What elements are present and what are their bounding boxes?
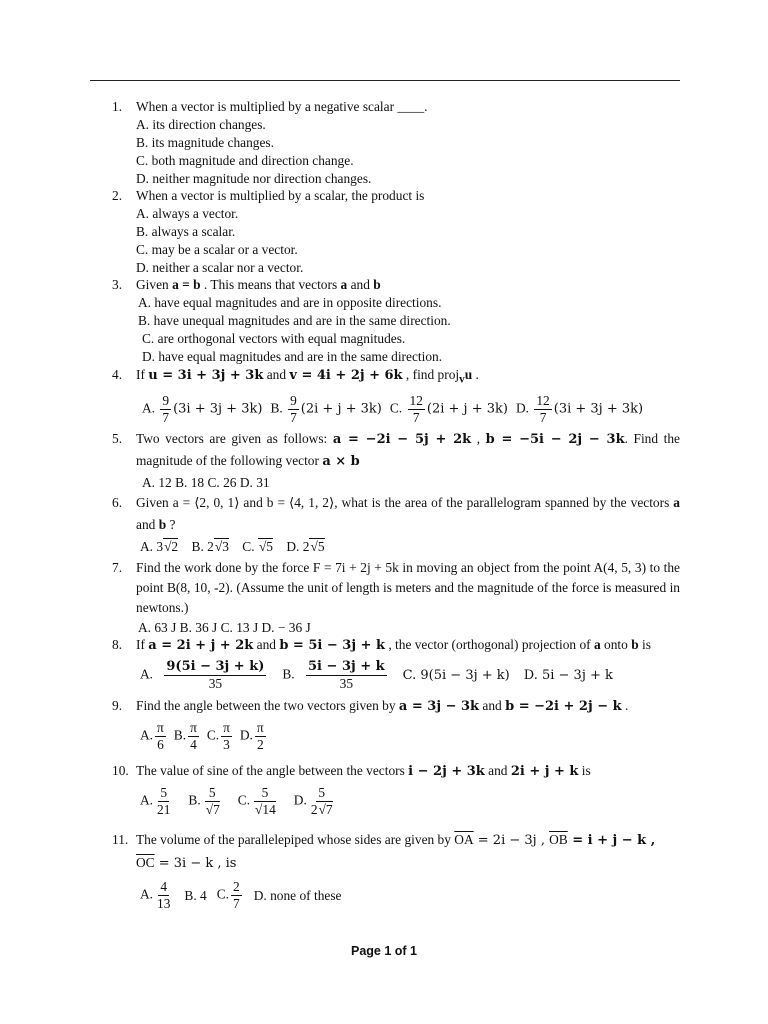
question-stem: The value of sine of the angle between the vectors i − 2j + 3k and 2i + j + k is [136, 763, 591, 779]
option-c: C. may be a scalar or a vector. [136, 242, 298, 257]
options-row [136, 536, 680, 558]
option-b: B. $\frac{5}{√7}$ [188, 785, 220, 817]
question-stem: The volume of the parallelepiped whose sides are given by $\overline{OA} = 2i - 3j$ , $\overline{OB} = i + j - k$ , $\overline{OC} = 3i - k$ , is [136, 832, 656, 871]
question-number: 9. [112, 698, 123, 713]
question-1 [112, 98, 680, 188]
option-c: C. are orthogonal vectors with equal magnitudes. [142, 331, 406, 346]
question-number: 6. [112, 495, 123, 510]
option-b: B. 2√3 [191, 539, 229, 554]
question-number: 11. [112, 832, 129, 847]
option-c: C. $\frac{5}{√14}$ [237, 785, 276, 817]
question-number: 7. [112, 560, 123, 575]
option-a: A. $\frac{\pi}{6}$ [140, 720, 164, 752]
question-5 [112, 428, 680, 493]
option-b: B. $\frac{9}{7}$ (2i + j + 3k) [270, 392, 382, 425]
question-stem: Find the angle between the two vectors given by a = 3j − 3k and b = −2i + 2j − k . [136, 698, 629, 714]
question-number: 8. [112, 637, 123, 652]
option-a: A. $\frac{9(5i - 3j + k)}{35}$ [140, 659, 265, 691]
question-10 [112, 762, 680, 818]
options-row: A. 63 J B. 36 J C. 13 J D. − 36 J [138, 620, 311, 635]
option-a: A. have equal magnitudes and are in opposite directions. [138, 295, 442, 310]
option-b: B. $\frac{\pi}{4}$ [173, 720, 197, 752]
question-number: 5. [112, 431, 123, 446]
options-row: A. 12 B. 18 C. 26 D. 31 [142, 475, 270, 490]
option-a: A. always a vector. [136, 206, 239, 221]
options-row [142, 393, 680, 426]
option-c: C. $\frac{2}{7}$ [216, 879, 240, 911]
option-d: D. have equal magnitudes and are in the same direction. [142, 349, 443, 364]
question-stem: When a vector is multiplied by a scalar, the product is [136, 188, 425, 203]
question-stem: If u = 3i + 3j + 3k and v = 4i + 2j + 6k , find proj$_v$u . [136, 367, 479, 386]
option-a: A. $\frac{4}{13}$ [140, 879, 171, 911]
option-c: C. √5 [242, 539, 273, 554]
question-6 [112, 492, 680, 558]
options-row [140, 720, 680, 753]
option-c: C. $\frac{12}{7}$ (2i + j + 3k) [389, 392, 508, 425]
options-row [140, 879, 680, 912]
question-7 [112, 558, 680, 638]
option-d: D. $\frac{12}{7}$ (3i + 3j + 3k) [515, 392, 644, 425]
question-stem: Two vectors are given as follows: a = −2i − 5j + 2k , b = −5i − 2j − 3k. Find the magnitude of the following vector a × b [136, 431, 681, 469]
question-number: 1. [112, 99, 123, 114]
question-stem: Given a = ⟨2, 0, 1⟩ and b = ⟨4, 1, 2⟩, what is the area of the parallelogram spanned by the vectors a and b ? [136, 495, 680, 532]
option-d: D. 5i − 3j + k [523, 667, 613, 683]
question-number: 3. [112, 277, 123, 292]
question-number: 4. [112, 367, 123, 382]
question-2 [112, 187, 680, 277]
option-d: D. $\frac{\pi}{2}$ [239, 720, 264, 752]
option-b: B. its magnitude changes. [136, 135, 274, 150]
option-a: A. 3√2 [140, 539, 179, 554]
option-a: A. $\frac{5}{21}$ [140, 785, 171, 817]
question-number: 10. [112, 763, 129, 778]
option-c: C. 9(5i − 3j + k) [402, 667, 510, 683]
option-a: A. $\frac{9}{7}$ (3i + 3j + 3k) [142, 392, 263, 425]
header-rule [90, 80, 680, 81]
option-d: D. none of these [253, 887, 342, 903]
option-c: C. both magnitude and direction change. [136, 153, 354, 168]
question-stem: Given a = b . This means that vectors a and b [136, 277, 381, 292]
question-stem: When a vector is multiplied by a negative scalar ____. [136, 99, 428, 114]
question-number: 2. [112, 188, 123, 203]
question-3 [112, 276, 680, 366]
options-row [140, 659, 680, 692]
option-d: D. neither a scalar nor a vector. [136, 260, 304, 275]
option-d: D. 2√5 [286, 539, 325, 554]
page-footer: Page 1 of 1 [351, 944, 417, 958]
question-stem: If a = 2i + j + 2k and b = 5i − 3j + k , the vector (orthogonal) projection of a onto b is [136, 637, 651, 653]
option-b: B. have unequal magnitudes and are in the same direction. [138, 313, 451, 328]
option-d: D. neither magnitude nor direction changes. [136, 171, 372, 186]
question-stem: Find the work done by the force F = 7i + 2j + 5k in moving an object from the point A(4, 5, 3) to the point B(8, 10, -2). (Assume the unit of length is meters and the magnitude of the force is measured in newtons.) [136, 560, 680, 615]
question-8 [112, 636, 680, 692]
option-c: C. $\frac{\pi}{3}$ [206, 720, 230, 752]
option-b: B. 4 [184, 887, 207, 903]
option-b: B. always a scalar. [136, 224, 236, 239]
question-11 [112, 829, 680, 912]
option-a: A. its direction changes. [136, 117, 266, 132]
options-row [140, 785, 680, 818]
option-b: B. $\frac{5i - 3j + k}{35}$ [282, 659, 385, 691]
question-4 [112, 366, 680, 426]
question-9 [112, 697, 680, 753]
option-d: D. $\frac{5}{2√7}$ [293, 785, 333, 817]
